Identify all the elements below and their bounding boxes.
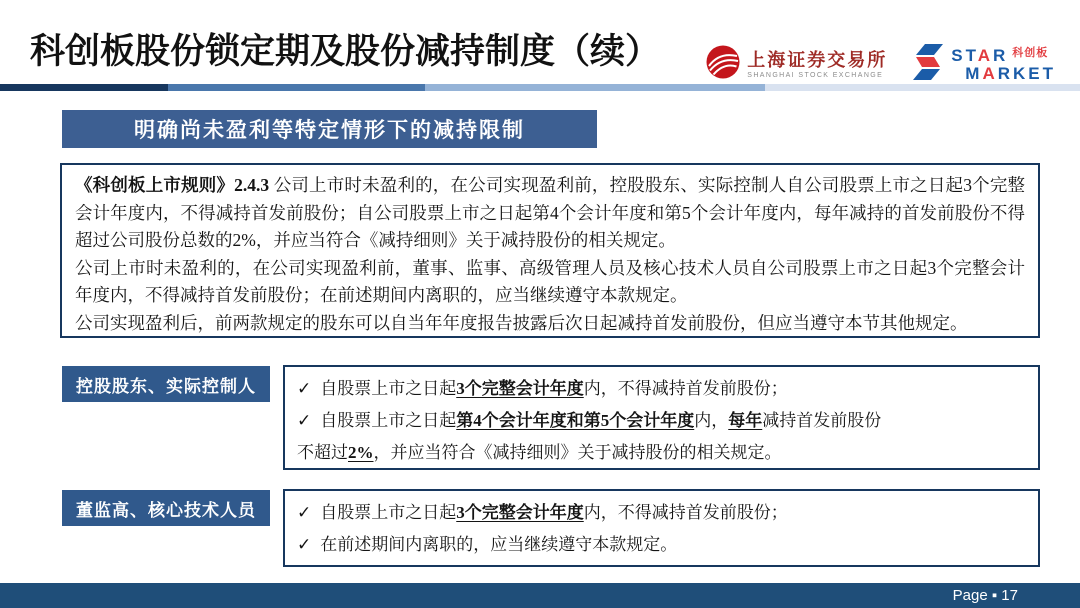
- bullet-item: [297, 405, 1026, 468]
- content-directors-core-staff: [283, 489, 1040, 567]
- check-icon: ✓: [297, 379, 312, 399]
- divider-segment-medium: [168, 84, 425, 91]
- bullet-item: [297, 373, 1026, 405]
- star-word-star: STAR: [951, 45, 1009, 65]
- star-word-market: MARKET: [965, 63, 1056, 83]
- logo-group: [706, 44, 1056, 85]
- bullet-text: 自股票上市之日起第4个会计年度和第5个会计年度内，每年减持首发前股份 不超过2%，并应当符合《减持细则》关于减持股份的相关规定。: [297, 411, 882, 462]
- rule-text-box: [60, 163, 1040, 338]
- sse-logo-icon: [706, 45, 740, 84]
- sse-logo-text: [747, 51, 887, 79]
- content-controlling-shareholders: [283, 365, 1040, 470]
- star-market-logo: [913, 44, 1056, 85]
- rule-paragraph-3: 公司实现盈利后，前两款规定的股东可以自当年年度报告披露后次日起减持首发前股份，但应当遵守本节其他规定。: [75, 312, 968, 333]
- divider-segment-pale: [765, 84, 1080, 91]
- bullet-text: 在前述期间内离职的，应当继续遵守本款规定。: [320, 535, 678, 554]
- divider-segment-light: [425, 84, 765, 91]
- check-icon: ✓: [297, 503, 312, 523]
- check-icon: ✓: [297, 535, 312, 555]
- sse-name-en: SHANGHAI STOCK EXCHANGE: [747, 71, 884, 79]
- rule-paragraph-2: 公司上市时未盈利的，在公司实现盈利前，董事、监事、高级管理人员及核心技术人员自公司股票上市之日起3个完整会计年度内，不得减持首发前股份；在前述期间内离职的，应当继续遵守本款规定。: [75, 257, 1025, 305]
- bullet-item: [297, 497, 1026, 529]
- bullet-text: 自股票上市之日起3个完整会计年度内，不得减持首发前股份；: [320, 379, 788, 398]
- star-cn-label: 科创板: [1012, 46, 1049, 59]
- sse-logo: [706, 45, 887, 84]
- section-header: 明确尚未盈利等特定情形下的减持限制: [62, 110, 597, 148]
- title-divider: [0, 84, 1080, 91]
- bullet-text: 自股票上市之日起3个完整会计年度内，不得减持首发前股份；: [320, 503, 788, 522]
- label-directors-core-staff: 董监高、核心技术人员: [62, 490, 270, 526]
- star-market-text: [951, 47, 1056, 83]
- page-number: Page ▪ 17: [952, 587, 1018, 604]
- label-controlling-shareholders: 控股股东、实际控制人: [62, 366, 270, 402]
- footer-bar: [0, 583, 1080, 608]
- bullet-item: [297, 529, 1026, 561]
- rule-paragraph-1: 《科创板上市规则》2.4.3 公司上市时未盈利的，在公司实现盈利前，控股股东、实际控制人自公司股票上市之日起3个完整会计年度内，不得减持首发前股份；自公司股票上市之日起第4个会计年度和第5个会计年度内，每年减持的首发前股份不得超过公司股份总数的2%，并应当符合《减持细则》关于减持股份的相关规定。: [75, 175, 1026, 250]
- check-icon: ✓: [297, 411, 312, 431]
- page-title: 科创板股份锁定期及股份减持制度（续）: [30, 32, 661, 71]
- star-market-icon: [913, 44, 943, 85]
- sse-name-cn: 上海证券交易所: [747, 49, 888, 70]
- divider-segment-dark: [0, 84, 168, 91]
